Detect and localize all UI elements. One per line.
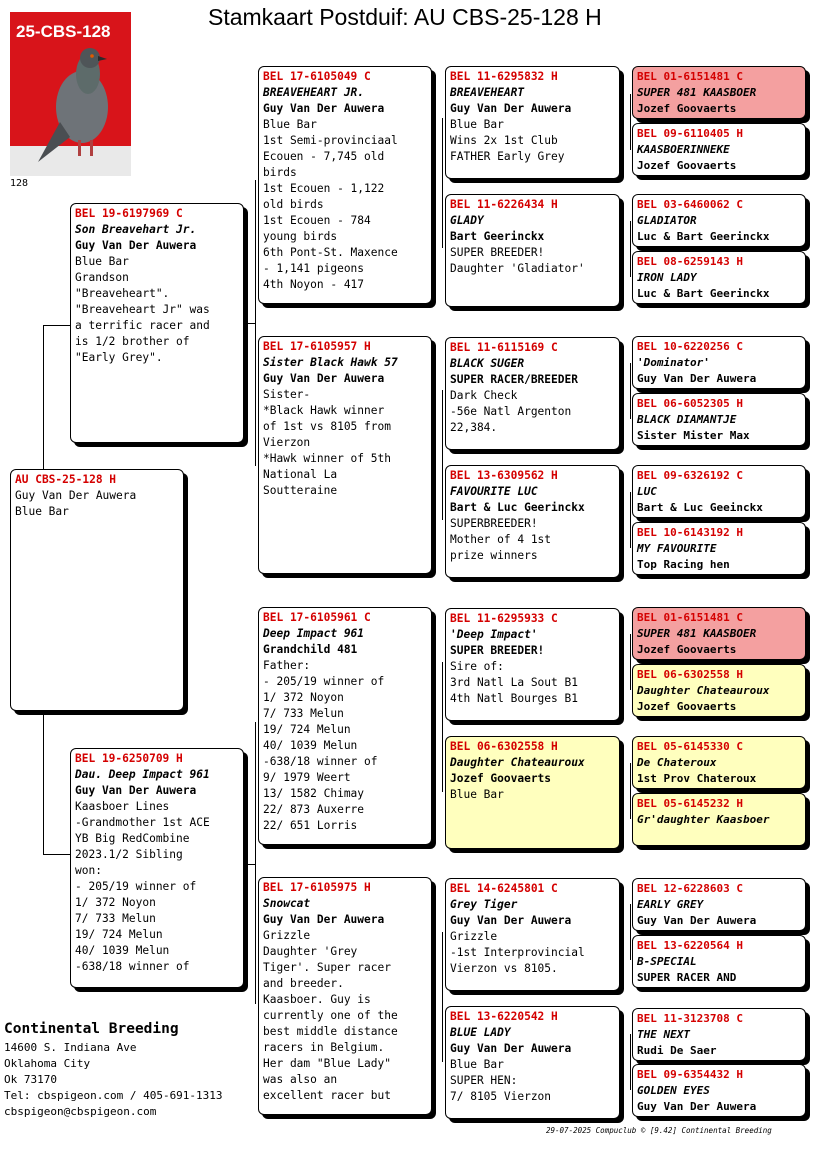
- ancestor-card-gen4[interactable]: [632, 66, 806, 119]
- pigeon-name: De Chateroux: [637, 756, 717, 769]
- ancestor-card-gen2[interactable]: [258, 336, 432, 574]
- note: birds: [263, 166, 297, 179]
- note: Father:: [263, 659, 311, 672]
- note: 1st Ecouen - 784: [263, 214, 371, 227]
- breeder: Guy Van Der Auwera: [263, 102, 385, 115]
- ring-number: BEL 19-6250709 H: [75, 752, 183, 765]
- note: excellent racer but: [263, 1089, 391, 1102]
- pigeon-name: THE NEXT: [637, 1028, 690, 1041]
- note: "Breaveheart Jr" was: [75, 303, 210, 316]
- note: Kaasboer Lines: [75, 800, 170, 813]
- note: Wins 2x 1st Club: [450, 134, 558, 147]
- connector-line: [248, 864, 256, 865]
- ancestor-card-gen4[interactable]: [632, 522, 806, 575]
- ancestor-card-gen4[interactable]: [632, 465, 806, 518]
- pigeon-name: Sister Black Hawk 57: [263, 356, 398, 369]
- note: a terrific racer and: [75, 319, 210, 332]
- ring-number: BEL 12-6228603 C: [637, 882, 743, 895]
- ring-number: BEL 11-6115169 C: [450, 341, 558, 354]
- note: 4th Noyon - 417: [263, 278, 365, 291]
- connector-line: [442, 390, 443, 520]
- ring-number: BEL 05-6145330 C: [637, 740, 743, 753]
- note: Grizzle: [263, 929, 311, 942]
- breeder: Guy Van Der Auwera: [263, 372, 385, 385]
- pigeon-name: Daughter Chateauroux: [450, 756, 585, 769]
- ancestor-card-gen3[interactable]: [445, 465, 620, 578]
- note: 1/ 372 Noyon: [75, 896, 156, 909]
- note: SUPER HEN:: [450, 1074, 518, 1087]
- ancestor-card-gen4[interactable]: [632, 935, 806, 988]
- ancestor-card-gen4[interactable]: [632, 1064, 806, 1117]
- ancestor-card-gen3[interactable]: [445, 878, 620, 991]
- connector-line: [630, 1034, 631, 1090]
- pigeon-name: B-SPECIAL: [637, 955, 697, 968]
- breeder: Rudi De Saer: [637, 1044, 717, 1057]
- note: -56e Natl Argenton: [450, 405, 572, 418]
- note: 7/ 733 Melun: [263, 707, 344, 720]
- note: Blue Bar: [450, 1058, 504, 1071]
- ancestor-card-gen4[interactable]: [632, 336, 806, 389]
- note: 1st Semi-provinciaal: [263, 134, 398, 147]
- note: SUPER BREEDER!: [450, 246, 545, 259]
- breeder: Jozef Goovaerts: [450, 772, 552, 785]
- breeder: Luc & Bart Geerinckx: [637, 287, 770, 300]
- pigeon-name: Snowcat: [263, 897, 311, 910]
- connector-line: [248, 323, 256, 324]
- pigeon-name: Dau. Deep Impact 961: [75, 768, 210, 781]
- note: "Early Grey".: [75, 351, 163, 364]
- pigeon-name: SUPER 481 KAASBOER: [637, 627, 757, 640]
- ring-number: BEL 10-6143192 H: [637, 526, 743, 539]
- page-title: Stamkaart Postduif: AU CBS-25-128 H: [208, 4, 602, 30]
- note: 6th Pont-St. Maxence: [263, 246, 398, 259]
- breeder: Guy Van Der Auwera: [75, 239, 197, 252]
- ring-number: BEL 11-6295832 H: [450, 70, 558, 83]
- note: -Grandmother 1st ACE: [75, 816, 210, 829]
- note: Sister-: [263, 388, 311, 401]
- breeder: Jozef Goovaerts: [637, 643, 737, 656]
- breeder: Guy Van Der Auwera: [263, 913, 385, 926]
- ring-number: BEL 17-6105975 H: [263, 881, 371, 894]
- connector-line: [630, 492, 631, 548]
- pigeon-name: GOLDEN EYES: [637, 1084, 710, 1097]
- ring-number: BEL 01-6151481 C: [637, 611, 743, 624]
- ancestor-card-gen4[interactable]: [632, 664, 806, 717]
- breeder: Guy Van Der Auwera: [75, 784, 197, 797]
- ancestor-card-gen4[interactable]: [632, 607, 806, 660]
- note: National La: [263, 468, 338, 481]
- pigeon-name: 'Dominator': [637, 356, 710, 369]
- ring-number: BEL 06-6302558 H: [637, 668, 743, 681]
- note: 1/ 372 Noyon: [263, 691, 344, 704]
- pigeon-name: Deep Impact 961: [263, 627, 365, 640]
- connector-line: [442, 118, 443, 248]
- note: Daughter 'Grey: [263, 945, 358, 958]
- note: 9/ 1979 Weert: [263, 771, 351, 784]
- connector-line: [43, 325, 44, 470]
- note: -638/18 winner of: [263, 755, 378, 768]
- note: Ecouen - 7,745 old: [263, 150, 385, 163]
- note: *Black Hawk winner: [263, 404, 385, 417]
- sire-card[interactable]: [70, 203, 244, 443]
- pigeon-name: GLADIATOR: [637, 214, 697, 227]
- pigeon-name: Daughter Chateauroux: [637, 684, 770, 697]
- breeder: Bart Geerinckx: [450, 230, 545, 243]
- breeder: Guy Van Der Auwera: [15, 489, 137, 502]
- note: Dark Check: [450, 389, 518, 402]
- breeder: Guy Van Der Auwera: [637, 372, 757, 385]
- connector-line: [255, 722, 256, 1004]
- note: "Breaveheart".: [75, 287, 170, 300]
- note: FATHER Early Grey: [450, 150, 565, 163]
- note: old birds: [263, 198, 324, 211]
- footer: 29-07-2025 Compuclub © [9.42] Continental Breeding: [546, 1126, 772, 1135]
- connector-line: [43, 712, 44, 854]
- note: Blue Bar: [450, 118, 504, 131]
- pigeon-name: KAASBOERINNEKE: [637, 143, 730, 156]
- breeder-name: Continental Breeding: [4, 1021, 179, 1037]
- phone-line: Tel: cbspigeon.com / 405-691-1313: [4, 1089, 223, 1102]
- pigeon-name: Son Breavehart Jr.: [75, 223, 197, 236]
- email-line: cbspigeon@cbspigeon.com: [4, 1105, 157, 1118]
- pigeon-name: LUC: [637, 485, 657, 498]
- note: won:: [75, 864, 102, 877]
- note: 22/ 651 Lorris: [263, 819, 358, 832]
- ancestor-card-gen3[interactable]: [445, 1006, 620, 1119]
- note: Blue Bar: [450, 788, 504, 801]
- pigeon-name: BREAVEHEART JR.: [263, 86, 365, 99]
- note: 4th Natl Bourges B1: [450, 692, 578, 705]
- note: Vierzon vs 8105.: [450, 962, 558, 975]
- note: 40/ 1039 Melun: [263, 739, 358, 752]
- note: Vierzon: [263, 436, 311, 449]
- note: Grizzle: [450, 930, 498, 943]
- ancestor-card-gen3[interactable]: [445, 66, 620, 179]
- breeder: SUPER RACER AND: [637, 971, 737, 984]
- pigeon-name: MY FAVOURITE: [637, 542, 717, 555]
- note: -638/18 winner of: [75, 960, 190, 973]
- note: of 1st vs 8105 from: [263, 420, 391, 433]
- note: Grandson: [75, 271, 129, 284]
- address-line: 14600 S. Indiana Ave: [4, 1041, 137, 1054]
- breeder: Sister Mister Max: [637, 429, 750, 442]
- breeder: 1st Prov Chateroux: [637, 772, 757, 785]
- note: Blue Bar: [75, 255, 129, 268]
- note: 22/ 873 Auxerre: [263, 803, 365, 816]
- note: 19/ 724 Melun: [263, 723, 351, 736]
- note: 19/ 724 Melun: [75, 928, 163, 941]
- connector-line: [630, 634, 631, 690]
- connector-line: [43, 854, 71, 855]
- breeder-info: [4, 1018, 223, 1120]
- note: 2023.1/2 Sibling: [75, 848, 183, 861]
- pigeon-photo: [10, 12, 131, 176]
- ancestor-card-gen3[interactable]: [445, 608, 620, 721]
- note: racers in Belgium.: [263, 1041, 385, 1054]
- pigeon-name: FAVOURITE LUC: [450, 485, 538, 498]
- note: 13/ 1582 Chimay: [263, 787, 365, 800]
- note: Tiger'. Super racer: [263, 961, 391, 974]
- note: prize winners: [450, 549, 538, 562]
- connector-line: [442, 932, 443, 1062]
- note: best middle distance: [263, 1025, 398, 1038]
- note: - 205/19 winner of: [263, 675, 385, 688]
- note: SUPERBREEDER!: [450, 517, 538, 530]
- ring-number: BEL 17-6105957 H: [263, 340, 371, 353]
- note: Her dam "Blue Lady": [263, 1057, 391, 1070]
- pigeon-name: Grey Tiger: [450, 898, 518, 911]
- note: Blue Bar: [263, 118, 317, 131]
- connector-line: [630, 221, 631, 277]
- note: currently one of the: [263, 1009, 398, 1022]
- note: and breeder.: [263, 977, 344, 990]
- ancestor-card-gen4[interactable]: [632, 793, 806, 846]
- ancestor-card-gen4[interactable]: [632, 251, 806, 304]
- ancestor-card-gen4[interactable]: [632, 878, 806, 931]
- ring-number: BEL 05-6145232 H: [637, 797, 743, 810]
- note: Kaasboer. Guy is: [263, 993, 371, 1006]
- breeder: Guy Van Der Auwera: [450, 102, 572, 115]
- pigeon-name: Gr'daughter Kaasboer: [637, 813, 770, 826]
- color: Blue Bar: [15, 505, 69, 518]
- note: is 1/2 brother of: [75, 335, 190, 348]
- breeder: Top Racing hen: [637, 558, 730, 571]
- ring-number: BEL 01-6151481 C: [637, 70, 743, 83]
- ring-number: BEL 10-6220256 C: [637, 340, 743, 353]
- note: Mother of 4 1st: [450, 533, 552, 546]
- ancestor-card-gen4[interactable]: [632, 194, 806, 247]
- pigeon-name: EARLY GREY: [637, 898, 704, 911]
- ancestor-card-gen4[interactable]: [632, 393, 806, 446]
- breeder: Jozef Goovaerts: [637, 159, 737, 172]
- ring-number: BEL 19-6197969 C: [75, 207, 183, 220]
- note: 22,384.: [450, 421, 498, 434]
- subject-card[interactable]: [10, 469, 184, 711]
- ring-number: BEL 11-6226434 H: [450, 198, 558, 211]
- breeder: Jozef Goovaerts: [637, 700, 737, 713]
- ring-number: BEL 06-6302558 H: [450, 740, 558, 753]
- note: 1st Ecouen - 1,122: [263, 182, 385, 195]
- ring-number: BEL 08-6259143 H: [637, 255, 743, 268]
- pigeon-name: SUPER 481 KAASBOER: [637, 86, 757, 99]
- ring-number: BEL 03-6460062 C: [637, 198, 743, 211]
- ring-number: BEL 14-6245801 C: [450, 882, 558, 895]
- ring-number: BEL 13-6220542 H: [450, 1010, 558, 1023]
- pigeon-name: BLACK DIAMANTJE: [637, 413, 737, 426]
- ancestor-card-gen4[interactable]: [632, 736, 806, 789]
- note: *Hawk winner of 5th: [263, 452, 391, 465]
- ring-number: BEL 13-6309562 H: [450, 469, 558, 482]
- ring-number: BEL 11-3123708 C: [637, 1012, 743, 1025]
- connector-line: [43, 325, 71, 326]
- ring-number: BEL 09-6354432 H: [637, 1068, 743, 1081]
- ring-number: BEL 13-6220564 H: [637, 939, 743, 952]
- connector-line: [630, 904, 631, 960]
- note: Soutteraine: [263, 484, 338, 497]
- note: was also an: [263, 1073, 338, 1086]
- breeder: SUPER RACER/BREEDER: [450, 373, 578, 386]
- ancestor-card-gen2[interactable]: [258, 607, 432, 845]
- breeder: Bart & Luc Geerinckx: [450, 501, 585, 514]
- note: 40/ 1039 Melun: [75, 944, 170, 957]
- breeder: Guy Van Der Auwera: [637, 1100, 757, 1113]
- connector-line: [630, 763, 631, 819]
- ring-number: BEL 06-6052305 H: [637, 397, 743, 410]
- note: young birds: [263, 230, 338, 243]
- dam-card[interactable]: [70, 748, 244, 988]
- breeder: Luc & Bart Geerinckx: [637, 230, 770, 243]
- ancestor-card-gen4[interactable]: [632, 123, 806, 176]
- ancestor-card-gen2[interactable]: [258, 877, 432, 1115]
- note: -1st Interprovincial: [450, 946, 585, 959]
- connector-line: [630, 363, 631, 419]
- pigeon-name: BLACK SUGER: [450, 357, 525, 370]
- connector-line: [442, 662, 443, 792]
- ancestor-card-gen3[interactable]: [445, 337, 620, 450]
- note: - 1,141 pigeons: [263, 262, 365, 275]
- note: 3rd Natl La Sout B1: [450, 676, 578, 689]
- note: - 205/19 winner of: [75, 880, 197, 893]
- ancestor-card-gen3[interactable]: [445, 736, 620, 849]
- pigeon-name: GLADY: [450, 214, 484, 227]
- ancestor-card-gen3[interactable]: [445, 194, 620, 307]
- pigeon-name: BLUE LADY: [450, 1026, 511, 1039]
- connector-line: [630, 94, 631, 150]
- ring-number: BEL 11-6295933 C: [450, 612, 558, 625]
- breeder: SUPER BREEDER!: [450, 644, 545, 657]
- ring-number: BEL 17-6105961 C: [263, 611, 371, 624]
- photo-caption: 128: [10, 178, 29, 189]
- note: Sire of:: [450, 660, 504, 673]
- ring-number: BEL 09-6326192 C: [637, 469, 743, 482]
- breeder: Jozef Goovaerts: [637, 102, 737, 115]
- breeder: Guy Van Der Auwera: [450, 914, 572, 927]
- note: YB Big RedCombine: [75, 832, 190, 845]
- note: Daughter 'Gladiator': [450, 262, 585, 275]
- photo-ring-label: 25-CBS-128: [16, 22, 111, 41]
- note: 7/ 8105 Vierzon: [450, 1090, 552, 1103]
- ring-number: BEL 17-6105049 C: [263, 70, 371, 83]
- pigeon-name: BREAVEHEART: [450, 86, 525, 99]
- ring-number: AU CBS-25-128 H: [15, 473, 117, 486]
- note: 7/ 733 Melun: [75, 912, 156, 925]
- address-line: Ok 73170: [4, 1073, 57, 1086]
- pigeon-name: 'Deep Impact': [450, 628, 538, 641]
- breeder: Bart & Luc Geeinckx: [637, 501, 763, 514]
- breeder: Grandchild 481: [263, 643, 358, 656]
- ring-number: BEL 09-6110405 H: [637, 127, 743, 140]
- ancestor-card-gen4[interactable]: [632, 1008, 806, 1061]
- breeder: Guy Van Der Auwera: [450, 1042, 572, 1055]
- address-line: Oklahoma City: [4, 1057, 91, 1070]
- ancestor-card-gen2[interactable]: [258, 66, 432, 304]
- pigeon-name: IRON LADY: [637, 271, 697, 284]
- breeder: Guy Van Der Auwera: [637, 914, 757, 927]
